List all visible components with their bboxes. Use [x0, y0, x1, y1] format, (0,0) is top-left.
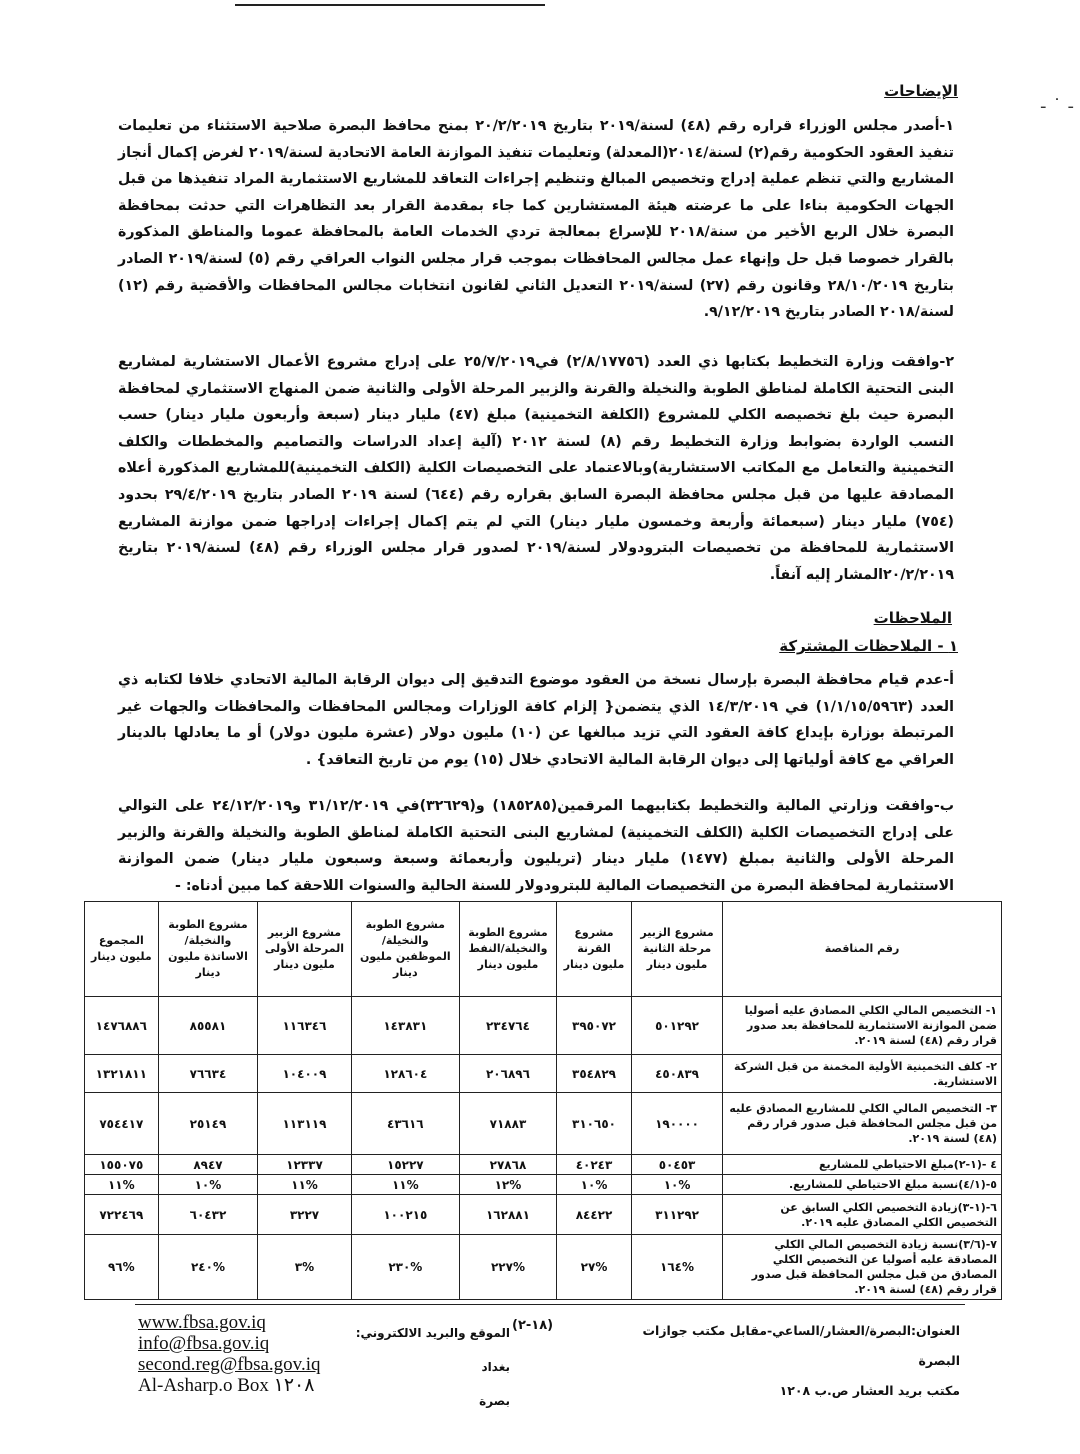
- address-text: العنوان:البصرة/العشار/الساعي-مقابل مكتب جوازات: [642, 1323, 960, 1338]
- cell-value: ٢٧٨٦٨: [459, 1155, 556, 1175]
- po-box-en: Al-Asharp.o Box ١٢٠٨: [138, 1375, 315, 1396]
- cell-value: %١٦٤: [632, 1235, 723, 1300]
- cell-value: ١٠٤٠٠٩: [258, 1055, 351, 1093]
- cell-value: ١٦٢٨٨١: [459, 1195, 556, 1235]
- cell-value: ٨٤٤٢٢: [556, 1195, 631, 1235]
- footer-rule: [135, 1304, 965, 1305]
- cell-value: ١٤٧٦٨٨٦: [85, 997, 159, 1055]
- cell-value: %١٢: [459, 1175, 556, 1195]
- header-tuba-employees: مشروع الطوبة والنخيلة/الموظفين مليون دينار: [351, 902, 459, 997]
- cell-value: %٢٤٠: [158, 1235, 258, 1300]
- table-row: [85, 1175, 1002, 1195]
- header-zubair-phase1: مشروع الزبير المرحلة الأولى مليون دينار: [258, 902, 351, 997]
- cell-value: ١٥٢٢٧: [351, 1155, 459, 1175]
- cell-value: ٤٣٦١٦: [351, 1093, 459, 1155]
- row-description: ١- التخصيص المالي الكلي المصادق عليه أصوليا ضمن الموازنة الاستثمارية للمحافظة بعد صدور قرار رقم (٤٨) لسنة ٢٠١٩.: [723, 997, 1002, 1055]
- header-tuba-teachers: مشروع الطوبة والنخيلة/الاساتذة مليون دينار: [158, 902, 258, 997]
- row-description: ٥-(٤/١)نسبة مبلغ الاحتياطي للمشاريع.: [723, 1175, 1002, 1195]
- cell-value: %٢٢٧: [459, 1235, 556, 1300]
- row-description: ٧-(٣/٦)نسبة زيادة التخصيص المالي الكلي المصادقة عليه أصوليا عن التخصيص الكلي المصادق من قبل مجلس المحافظة قبل صدور قرار رقم (٤٨) لسنة ٢٠١٩.: [723, 1235, 1002, 1300]
- cell-value: %١٠: [158, 1175, 258, 1195]
- cell-value: ٤٥٠٨٣٩: [632, 1055, 723, 1093]
- cell-value: ٨٥٥٨١: [158, 997, 258, 1055]
- cell-value: %٢٣٠: [351, 1235, 459, 1300]
- cell-value: ٢٠٦٨٩٦: [459, 1055, 556, 1093]
- cell-value: ١٩٠٠٠٠: [632, 1093, 723, 1155]
- cell-value: ١٠٠٢١٥: [351, 1195, 459, 1235]
- address-city: البصرة: [918, 1353, 960, 1368]
- cell-value: ٤٠٢٤٣: [556, 1155, 631, 1175]
- common-observations-subheading: [779, 637, 958, 655]
- cell-value: ٢٣٤٧٦٤: [459, 997, 556, 1055]
- cell-value: ٧٦٦٣٤: [158, 1055, 258, 1093]
- top-rule: [235, 4, 545, 6]
- cell-value: %١١: [85, 1175, 159, 1195]
- header-tuba-oil: مشروع الطوبة والنخيلة/النفط مليون دينار: [459, 902, 556, 997]
- header-qurna: مشروع القرنة مليون دينار: [556, 902, 631, 997]
- cell-value: ١٤٣٨٣١: [351, 997, 459, 1055]
- po-box-ar: مكتب بريد العشار ص.ب ١٢٠٨: [779, 1383, 960, 1398]
- website-link[interactable]: www.fbsa.gov.iq: [138, 1312, 266, 1333]
- footer-contact-block: [138, 1312, 320, 1396]
- subheading-text: ١ - الملاحظات المشتركة: [779, 637, 958, 655]
- cell-value: ٧٥٤٤١٧: [85, 1093, 159, 1155]
- table-row: [85, 1235, 1002, 1300]
- email-info-link[interactable]: info@fbsa.gov.iq: [138, 1333, 270, 1354]
- basra-label: بصرة: [479, 1394, 510, 1408]
- explanation-item-1: ١-أصدر مجلس الوزراء قراره رقم (٤٨) لسنة/٢٠١٩ بتاريخ ٢٠/٢/٢٠١٩ بمنح محافظ البصرة صلاحية الاستثناء من تعليمات تنفيذ العقود الحكومية رقم(٢) لسنة/٢٠١٤(المعدلة) وتعليمات تنفيذ الموازنة العامة الاتحادية لسنة/٢٠١٩ لغرض إكمال أنجاز المشاريع والتي تنظم عملية إدراج وتخصيص المبالغ وتنظيم إجراءات التعاقد للمشاريع الاستثمارية المراد تنفيذها من قبل الجهات الحكومية بناءا على ما عرضته هيئة المستشارين كما جاء بمقدمة القرار بعد التظاهرات التي حدثت بمحافظة البصرة خلال الربع الأخير من سنة/٢٠١٨ للإسراع بمعالجة تردي الخدمات العامة بالمحافظة عموما والمناطق المذكورة بالقرار خصوصا قبل حل وإنهاء عمل مجالس المحافظات بموجب قرار مجلس النواب العراقي رقم (٥) لسنة/٢٠١٩ الصادر بتاريخ ٢٨/١٠/٢٠١٩ وقانون رقم (٢٧) لسنة/٢٠١٩ التعديل الثاني لقانون انتخابات مجالس المحافظات والأقضية رقم (١٢) لسنة/٢٠١٨ الصادر بتاريخ ٩/١٢/٢٠١٩.: [118, 118, 955, 321]
- footer-address-block: [640, 1316, 960, 1406]
- row-description: ٣- التخصيص المالي الكلي للمشاريع المصادق عليه من قبل مجلس المحافظة قبل صدور قرار رقم (٤٨) لسنة ٢٠١٩.: [723, 1093, 1002, 1155]
- cell-value: ٧٢٢٤٦٩: [85, 1195, 159, 1235]
- cell-value: ٣١٠٦٥٠: [556, 1093, 631, 1155]
- cell-value: ٨٩٤٧: [158, 1155, 258, 1175]
- contact-label: الموقع والبريد الالكتروني:: [355, 1326, 510, 1340]
- cell-value: ٢٥١٤٩: [158, 1093, 258, 1155]
- cell-value: ٣١١٢٩٢: [632, 1195, 723, 1235]
- page-code: (١٨-٢): [512, 1318, 554, 1333]
- cell-value: ٣٢٢٧: [258, 1195, 351, 1235]
- allocations-table: [84, 901, 1002, 1300]
- baghdad-label: بغداد: [481, 1360, 510, 1374]
- observations-heading: الملاحظات: [873, 609, 952, 627]
- cell-value: %١٠: [556, 1175, 631, 1195]
- table-header-row: [85, 902, 1002, 997]
- cell-value: ٧١٨٨٣: [459, 1093, 556, 1155]
- margin-mark: -˙-: [1040, 96, 1080, 117]
- table-row: [85, 1055, 1002, 1093]
- row-description: ٤ -(١-٢)مبلغ الاحتياطي للمشاريع: [723, 1155, 1002, 1175]
- cell-value: %١٠: [632, 1175, 723, 1195]
- observation-item-a: أ-عدم قيام محافظة البصرة بإرسال نسخة من العقود موضوع التدقيق إلى ديوان الرقابة المالية الاتحادي خلافا لكتابه ذي العدد (١/١/١٥/٥٩٦٣) في ١٤/٣/٢٠١٩ الذي يتضمن{ إلزام كافة الوزارات ومجالس المحافظات والمحافظات والجهات غير المرتبطة بوزارة بإيداع كافة العقود التي تزيد مبالغها عن (١٠) مليون دولار (عشرة مليون دولار) أو ما يعادلها بالدينار العراقي مع كافة أولياتها إلى ديوان الرقابة المالية الاتحادي خلال (١٥) يوم من تاريخ التعاقد} .: [118, 672, 954, 768]
- cell-value: ١١٦٣٤٦: [258, 997, 351, 1055]
- observation-item-b: ب-وافقت وزارتي المالية والتخطيط بكتابيهما المرقمين(١٨٥٢٨٥) و(٣٢٦٢٩)في ٣١/١٢/٢٠١٩ و٢٤/١٢/٢٠١٩ على التوالي على إدراج التخصيصات الكلية (الكلف التخمينية) لمشاريع البنى التحتية الكاملة لمناطق الطوبة والنخيلة والقرنة والزبير المرحلة الأولى والثانية بمبلغ (١٤٧٧) مليار دينار (تريليون وأربعمائة وسبعة وسبعون مليار دينار) ضمن الموازنة الاستثمارية لمحافظة البصرة من التخصيصات المالية للبترودولار للسنة الحالية والسنوات اللاحقة كما مبين أدناه: -: [118, 798, 955, 894]
- cell-value: %١١: [258, 1175, 351, 1195]
- cell-value: ١٥٥٠٧٥: [85, 1155, 159, 1175]
- cell-value: %١١: [351, 1175, 459, 1195]
- cell-value: %٢٧: [556, 1235, 631, 1300]
- header-total: المجموع مليون دينار: [85, 902, 159, 997]
- row-description: ٦-(١-٣)زيادة التخصيص الكلي السابق عن التخصيص الكلي المصادق عليه ٢٠١٩.: [723, 1195, 1002, 1235]
- cell-value: ٣٩٥٠٧٢: [556, 997, 631, 1055]
- email-second-link[interactable]: second.reg@fbsa.gov.iq: [138, 1354, 321, 1375]
- table-row: [85, 1195, 1002, 1235]
- cell-value: ٥٠٤٥٣: [632, 1155, 723, 1175]
- cell-value: %٣: [258, 1235, 351, 1300]
- row-description: ٢- كلف التخمينية الأولية المخمنة من قبل الشركة الاستشارية.: [723, 1055, 1002, 1093]
- cell-value: %٩٦: [85, 1235, 159, 1300]
- table-row: [85, 997, 1002, 1055]
- header-zubair-phase2: مشروع الزبير مرحلة الثانية مليون دينار: [632, 902, 723, 997]
- table-row: [85, 1155, 1002, 1175]
- cell-value: ٦٠٤٣٢: [158, 1195, 258, 1235]
- cell-value: ١٢٣٣٧: [258, 1155, 351, 1175]
- cell-value: ١١٣١١٩: [258, 1093, 351, 1155]
- cell-value: ٥٠١٢٩٢: [632, 997, 723, 1055]
- explanations-heading: الإيضاحات: [884, 82, 958, 100]
- cell-value: ١٣٢١٨١١: [85, 1055, 159, 1093]
- cell-value: ١٢٨٦٠٤: [351, 1055, 459, 1093]
- explanation-item-2: ٢-وافقت وزارة التخطيط بكتابها ذي العدد (٢/٨/١٧٧٥٦) في٢٥/٧/٢٠١٩ على إدراج مشروع الأعمال الاستشارية لمشاريع البنى التحتية الكاملة لمناطق الطوبة والنخيلة والقرنة والزبير المرحلة الأولى والثانية ضمن المنهاج الاستثماري لمحافظة البصرة حيث بلغ تخصيصه الكلي للمشروع (الكلفة التخمينية) مبلغ (٤٧) مليار دينار (سبعة وأربعون مليار دينار) حسب النسب الواردة بضوابط وزارة التخطيط رقم (٨) لسنة ٢٠١٢ (آلية إعداد الدراسات والتصاميم والمخططات والكلف التخمينية والتعامل مع المكاتب الاستشارية)وبالاعتماد على التخصيصات الكلية (الكلف التخمينية)للمشاريع المذكورة أعلاه المصادقة عليها من قبل مجلس محافظة البصرة السابق بقراره رقم (٦٤٤) لسنة ٢٠١٩ الصادر بتاريخ ٢٩/٤/٢٠١٩ بحدود (٧٥٤) مليار دينار (سبعمائة وأربعة وخمسون مليار دينار) التي لم يتم إكمال إجراءات إدراجها ضمن موازنة المشاريع الاستثمارية للمحافظة من تخصيصات البترودولار لسنة/٢٠١٩ لصدور قرار مجلس الوزراء رقم (٤٨) لسنة/٢٠١٩ بتاريخ ٢٠/٢/٢٠١٩المشار إليه آنفاً.: [118, 354, 954, 583]
- table-row: [85, 1093, 1002, 1155]
- footer-contact-labels: [350, 1316, 510, 1418]
- cell-value: ٣٥٤٨٢٩: [556, 1055, 631, 1093]
- header-tender-number: رقم المناقصة: [723, 902, 1002, 997]
